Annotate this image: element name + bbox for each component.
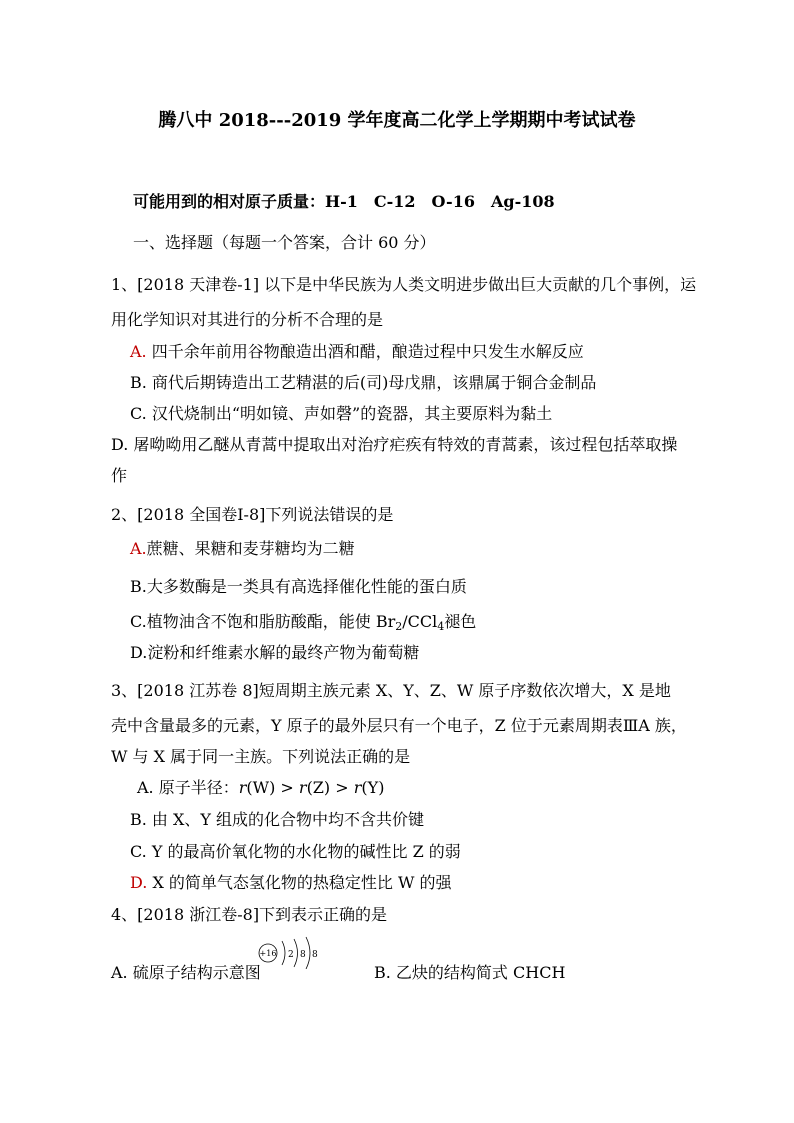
q1-option-c: C. 汉代烧制出“明如镜、声如磬”的瓷器，其主要原料为黏土 bbox=[130, 404, 553, 423]
q3-option-d bbox=[130, 873, 452, 893]
q1-option-a-text: 四千余年前用谷物酿造出酒和醋，酿造过程中只发生水解反应 bbox=[151, 342, 584, 361]
q4-option-b: B. 乙炔的结构简式 CHCH bbox=[374, 963, 566, 982]
q1-stem-line1: 1、[2018 天津卷-1] 以下是中华民族为人类文明进步做出巨大贡献的几个事例，运 bbox=[111, 275, 697, 294]
q1-option-d-line1: D. 屠呦呦用乙醚从青蒿中提取出对治疗疟疾有特效的青蒿素，该过程包括萃取操 bbox=[111, 435, 678, 454]
q2-option-c-formula: /CCl bbox=[402, 612, 438, 631]
radius-symbol: r bbox=[353, 778, 362, 797]
nucleus-charge: +16 bbox=[259, 949, 277, 958]
shell-1-count: 2 bbox=[288, 950, 294, 960]
radius-symbol: r bbox=[238, 778, 247, 797]
shell-2-count: 8 bbox=[300, 950, 306, 960]
subscript: 2 bbox=[395, 620, 403, 633]
sulfur-atom-diagram bbox=[258, 935, 320, 969]
electron-shell-2 bbox=[294, 939, 298, 967]
q1-option-d-line2: 作 bbox=[111, 466, 128, 485]
q2-option-c-text: C.植物油含不饱和脂肪酸酯，能使 Br bbox=[130, 612, 396, 631]
q1-option-a-label: A. bbox=[130, 342, 147, 361]
q1-option-a bbox=[130, 342, 584, 362]
q4-stem: 4、[2018 浙江卷-8]下到表示正确的是 bbox=[111, 905, 388, 924]
q2-option-c-end: 褪色 bbox=[444, 612, 477, 631]
section-heading: 一、选择题（每题一个答案，合计 60 分） bbox=[133, 233, 436, 252]
electron-shell-3 bbox=[306, 937, 310, 969]
q3-stem-line3: W 与 X 属于同一主族。下列说法正确的是 bbox=[111, 747, 411, 766]
q3-option-d-label: D. bbox=[130, 873, 148, 892]
q1-option-b: B. 商代后期铸造出工艺精湛的后(司)母戊鼎，该鼎属于铜合金制品 bbox=[130, 373, 597, 392]
q3-option-a bbox=[137, 778, 384, 798]
q3-stem-line1: 3、[2018 江苏卷 8]短周期主族元素 X、Y、Z、W 原子序数依次增大，X 是地 bbox=[111, 681, 671, 700]
q3-option-d-text: X 的简单气态氢化物的热稳定性比 W 的强 bbox=[152, 873, 452, 892]
q3-option-a-text: A. 原子半径： bbox=[137, 778, 239, 797]
q1-stem-line2: 用化学知识对其进行的分析不合理的是 bbox=[111, 310, 384, 329]
q3-option-a-z: (Z) > bbox=[306, 778, 354, 797]
q2-option-a-text: 蔗糖、果糖和麦芽糖均为二糖 bbox=[146, 539, 355, 558]
q2-option-b: B.大多数酶是一类具有高选择催化性能的蛋白质 bbox=[130, 577, 467, 596]
shell-3-count: 8 bbox=[312, 950, 318, 960]
q2-option-a-label: A. bbox=[130, 539, 147, 558]
q3-option-a-y: (Y) bbox=[361, 778, 385, 797]
radius-symbol: r bbox=[298, 778, 307, 797]
page-title: 腾八中 2018---2019 学年度高二化学上学期期中考试试卷 bbox=[158, 110, 636, 131]
q2-option-a bbox=[130, 539, 355, 559]
q3-option-b: B. 由 X、Y 组成的化合物中均不含共价键 bbox=[130, 810, 425, 829]
q2-stem: 2、[2018 全国卷Ⅰ-8]下列说法错误的是 bbox=[111, 505, 394, 524]
q2-option-c bbox=[130, 612, 476, 632]
q2-option-d: D.淀粉和纤维素水解的最终产物为葡萄糖 bbox=[130, 643, 420, 662]
atomic-masses: 可能用到的相对原子质量：H-1 C-12 O-16 Ag-108 bbox=[133, 192, 555, 211]
q3-option-a-w: (W) > bbox=[246, 778, 299, 797]
q3-option-c: C. Y 的最高价氧化物的水化物的碱性比 Z 的弱 bbox=[130, 842, 461, 861]
subscript: 4 bbox=[437, 620, 445, 633]
q3-stem-line2: 壳中含量最多的元素，Y 原子的最外层只有一个电子，Z 位于元素周期表ⅢA 族， bbox=[111, 716, 687, 735]
electron-shell-1 bbox=[282, 941, 285, 965]
q4-option-a: A. 硫原子结构示意图 bbox=[111, 963, 261, 982]
